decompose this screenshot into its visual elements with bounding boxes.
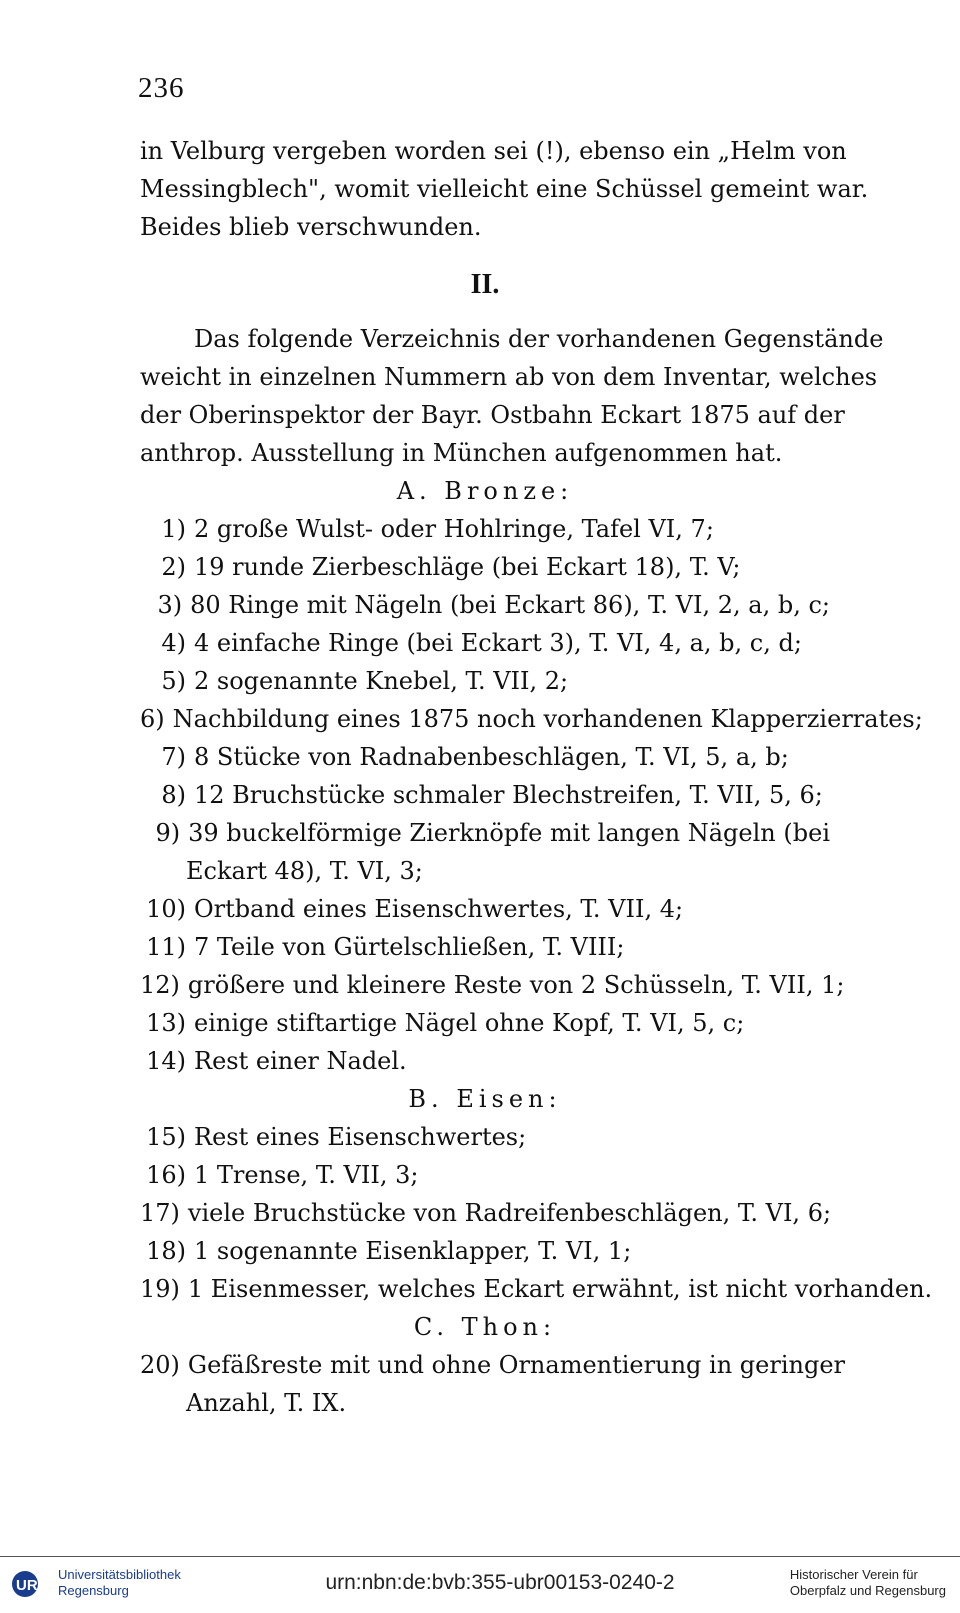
item-number: 20) — [140, 1351, 180, 1379]
intro-line: in Velburg vergeben worden sei (!), ebenso ein „Helm von — [140, 137, 847, 165]
item-number: 5) — [161, 667, 186, 695]
item-number: 3) — [157, 591, 183, 619]
intro-line: Beides blieb verschwunden. — [140, 213, 482, 241]
item-number: 2) — [161, 553, 186, 581]
inventory-list — [140, 472, 933, 1422]
item-text: Ortband eines Eisenschwertes, T. VII, 4; — [194, 895, 684, 923]
list-item — [140, 700, 923, 738]
item-number: 4) — [161, 629, 186, 657]
item-continuation: Eckart 48), T. VI, 3; — [186, 857, 423, 885]
library-logo — [10, 1569, 50, 1599]
item-text: 1 Eisenmesser, welches Eckart erwähnt, ist nicht vorhanden. — [187, 1275, 933, 1303]
item-number: 11) — [146, 933, 186, 961]
item-continuation: Anzahl, T. IX. — [186, 1389, 347, 1417]
library-name-line: Universitätsbibliothek — [58, 1567, 181, 1582]
item-number: 13) — [146, 1009, 186, 1037]
list-item — [140, 1270, 933, 1308]
item-number: 18) — [146, 1237, 186, 1265]
list-item — [140, 738, 830, 776]
item-text: größere und kleinere Reste von 2 Schüsseln, T. VII, 1; — [187, 971, 845, 999]
list-item — [140, 890, 830, 928]
list-item — [140, 1004, 830, 1042]
intro-text — [140, 132, 869, 246]
group-heading-clay: C. Thon: — [413, 1313, 557, 1341]
item-number: 16) — [146, 1161, 186, 1189]
item-text: Gefäßreste mit und ohne Ornamentierung in geringer — [187, 1351, 845, 1379]
item-number: 9) — [155, 819, 181, 847]
intro-line: Messingblech", womit vielleicht eine Schüssel gemeint war. — [140, 175, 869, 203]
item-number: 6) — [140, 705, 165, 733]
item-text: Rest eines Eisenschwertes; — [194, 1123, 527, 1151]
item-text: Rest einer Nadel. — [194, 1047, 407, 1075]
list-item — [140, 776, 830, 814]
item-text: viele Bruchstücke von Radreifenbeschlägen, T. VI, 6; — [187, 1199, 832, 1227]
library-name — [58, 1567, 181, 1599]
item-number: 12) — [140, 971, 180, 999]
paragraph-line: Das folgende Verzeichnis der vorhandenen Gegenstände — [194, 325, 884, 353]
list-item — [140, 510, 830, 548]
list-item — [140, 1118, 830, 1156]
item-text: 2 große Wulst- oder Hohlringe, Tafel VI, 7; — [194, 515, 714, 543]
item-number: 10) — [146, 895, 186, 923]
paragraph-line: der Oberinspektor der Bayr. Ostbahn Eckart 1875 auf der — [140, 401, 845, 429]
item-number: 8) — [161, 781, 186, 809]
item-text: 8 Stücke von Radnabenbeschlägen, T. VI, 5, a, b; — [194, 743, 789, 771]
item-text: 19 runde Zierbeschläge (bei Eckart 18), T. V; — [194, 553, 741, 581]
section-heading-block — [140, 266, 830, 304]
list-item — [140, 624, 830, 662]
list-item — [140, 586, 830, 624]
item-text: 7 Teile von Gürtelschließen, T. VIII; — [194, 933, 625, 961]
item-text: 80 Ringe mit Nägeln (bei Eckart 86), T. VI, 2, a, b, c; — [190, 591, 830, 619]
list-item — [140, 928, 830, 966]
paragraph-line: weicht in einzelnen Nummern ab von dem Inventar, welches — [140, 363, 878, 391]
item-number: 15) — [146, 1123, 186, 1151]
item-number: 14) — [146, 1047, 186, 1075]
page-number: 236 — [138, 72, 185, 104]
item-text: 39 buckelförmige Zierknöpfe mit langen Nägeln (bei — [188, 819, 830, 847]
item-number: 1) — [161, 515, 186, 543]
item-number: 7) — [161, 743, 186, 771]
list-item — [140, 1042, 830, 1080]
item-number: 17) — [140, 1199, 180, 1227]
item-text: 2 sogenannte Knebel, T. VII, 2; — [194, 667, 569, 695]
urn-identifier: urn:nbn:de:bvb:355-ubr00153-0240-2 — [325, 1571, 675, 1594]
intro-paragraph — [140, 320, 884, 472]
item-text: Nachbildung eines 1875 noch vorhandenen Klapperzierrates; — [172, 705, 923, 733]
list-item — [140, 966, 845, 1004]
section-heading: II. — [470, 269, 500, 300]
item-text: 1 sogenannte Eisenklapper, T. VI, 1; — [194, 1237, 632, 1265]
society-name-line: Historischer Verein für — [789, 1567, 918, 1582]
item-text: 1 Trense, T. VII, 3; — [194, 1161, 419, 1189]
paragraph-line: anthrop. Ausstellung in München aufgenommen hat. — [140, 439, 783, 467]
list-item — [140, 1156, 830, 1194]
item-text: einige stiftartige Nägel ohne Kopf, T. VI, 5, c; — [194, 1009, 745, 1037]
item-text: 4 einfache Ringe (bei Eckart 3), T. VI, 4, a, b, c, d; — [194, 629, 802, 657]
society-name — [790, 1567, 946, 1599]
list-item — [140, 662, 830, 700]
group-heading-iron: B. Eisen: — [408, 1085, 562, 1113]
ur-logo-icon — [10, 1569, 50, 1599]
list-item — [140, 1346, 845, 1384]
footer-bar — [0, 1556, 960, 1613]
list-item — [140, 814, 830, 852]
list-item — [140, 1194, 830, 1232]
item-text: 12 Bruchstücke schmaler Blechstreifen, T. VII, 5, 6; — [194, 781, 823, 809]
list-item — [140, 548, 830, 586]
society-name-line: Oberpfalz und Regensburg — [789, 1583, 946, 1598]
logo-letters: UR — [16, 1577, 38, 1594]
list-item — [140, 1232, 830, 1270]
item-number: 19) — [140, 1275, 180, 1303]
group-heading-bronze: A. Bronze: — [396, 477, 574, 505]
library-name-line: Regensburg — [58, 1583, 129, 1598]
